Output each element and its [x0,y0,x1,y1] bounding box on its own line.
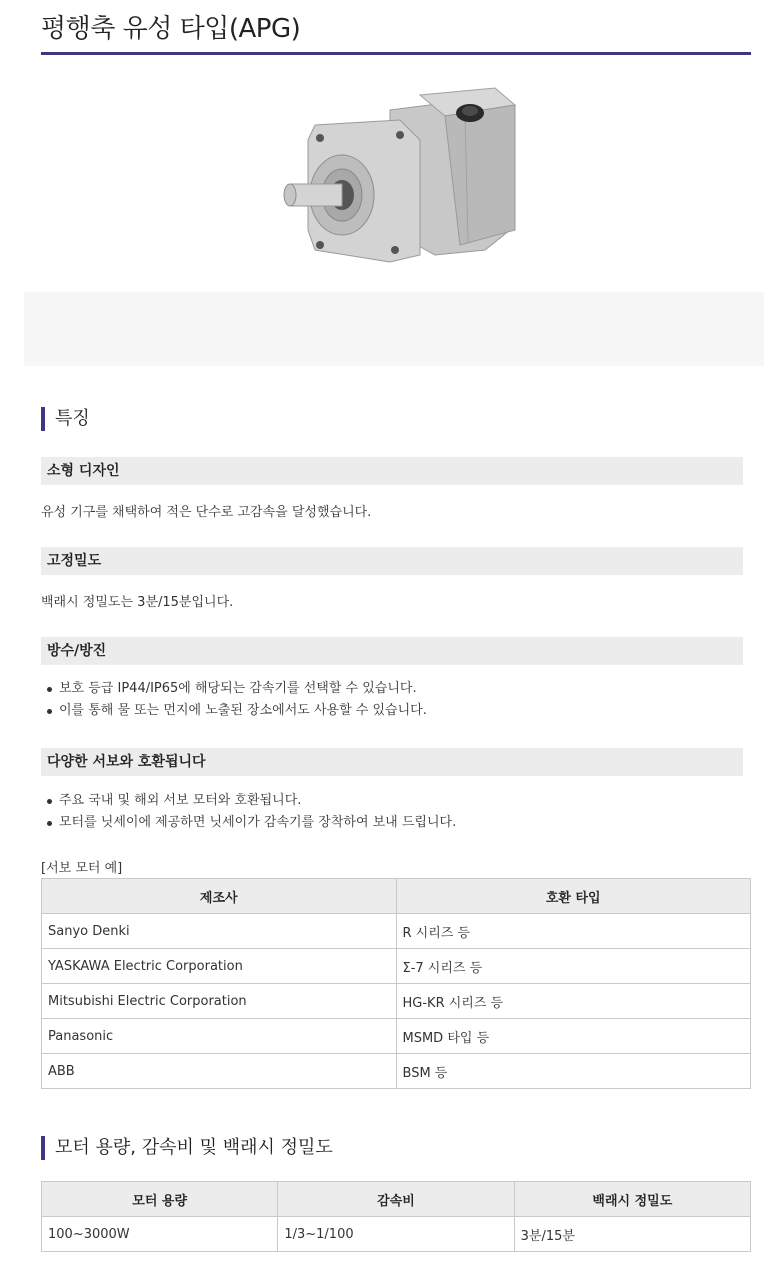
feature-title-servo: 다양한 서보와 호환됩니다 [41,748,743,776]
title-divider [41,52,751,55]
feature-title-precision: 고정밀도 [41,547,743,575]
page-title: 평행축 유성 타입(APG) [41,14,301,44]
specs-table [41,1181,751,1252]
table-cell: R 시리즈 등 [396,914,751,949]
table-header-row [42,879,751,914]
table-cell: Mitsubishi Electric Corporation [42,984,397,1019]
feature-text-precision: 백래시 정밀도는 3분/15분입니다. [41,595,234,610]
column-header: 백래시 정밀도 [514,1182,750,1217]
feature-title-compact: 소형 디자인 [41,457,743,485]
servo-table [41,878,751,1089]
table-cell: Σ-7 시리즈 등 [396,949,751,984]
table-row [42,914,751,949]
column-header: 모터 용량 [42,1182,278,1217]
table-header-row [42,1182,751,1217]
image-gallery-band [24,292,764,366]
list-item: 모터를 닛세이에 제공하면 닛세이가 감속기를 장착하여 보내 드립니다. [41,812,456,834]
column-header: 제조사 [42,879,397,914]
table-cell: 100~3000W [42,1217,278,1252]
list-item: 주요 국내 및 해외 서보 모터와 호환됩니다. [41,790,456,812]
table-cell: HG-KR 시리즈 등 [396,984,751,1019]
table-cell: 1/3~1/100 [278,1217,514,1252]
table-row [42,1054,751,1089]
table-cell: MSMD 타입 등 [396,1019,751,1054]
table-row [42,949,751,984]
feature-text-compact: 유성 기구를 채택하여 적은 단수로 고감속을 달성했습니다. [41,505,372,520]
table-cell: YASKAWA Electric Corporation [42,949,397,984]
feature-list-servo [41,790,456,834]
table-row [42,1217,751,1252]
list-item: 보호 등급 IP44/IP65에 해당되는 감속기를 선택할 수 있습니다. [41,678,427,700]
specs-heading: 모터 용량, 감속비 및 백래시 정밀도 [41,1136,333,1160]
table-cell: Sanyo Denki [42,914,397,949]
table-cell: ABB [42,1054,397,1089]
feature-list-waterproof [41,678,427,722]
product-image [270,80,530,270]
features-heading: 특징 [41,407,90,431]
table-row [42,1019,751,1054]
table-row [42,984,751,1019]
column-header: 호환 타입 [396,879,751,914]
table-cell: BSM 등 [396,1054,751,1089]
column-header: 감속비 [278,1182,514,1217]
table-cell: 3분/15분 [514,1217,750,1252]
feature-title-waterproof: 방수/방진 [41,637,743,665]
table-cell: Panasonic [42,1019,397,1054]
servo-table-caption: [서보 모터 예] [41,861,123,876]
list-item: 이를 통해 물 또는 먼지에 노출된 장소에서도 사용할 수 있습니다. [41,700,427,722]
